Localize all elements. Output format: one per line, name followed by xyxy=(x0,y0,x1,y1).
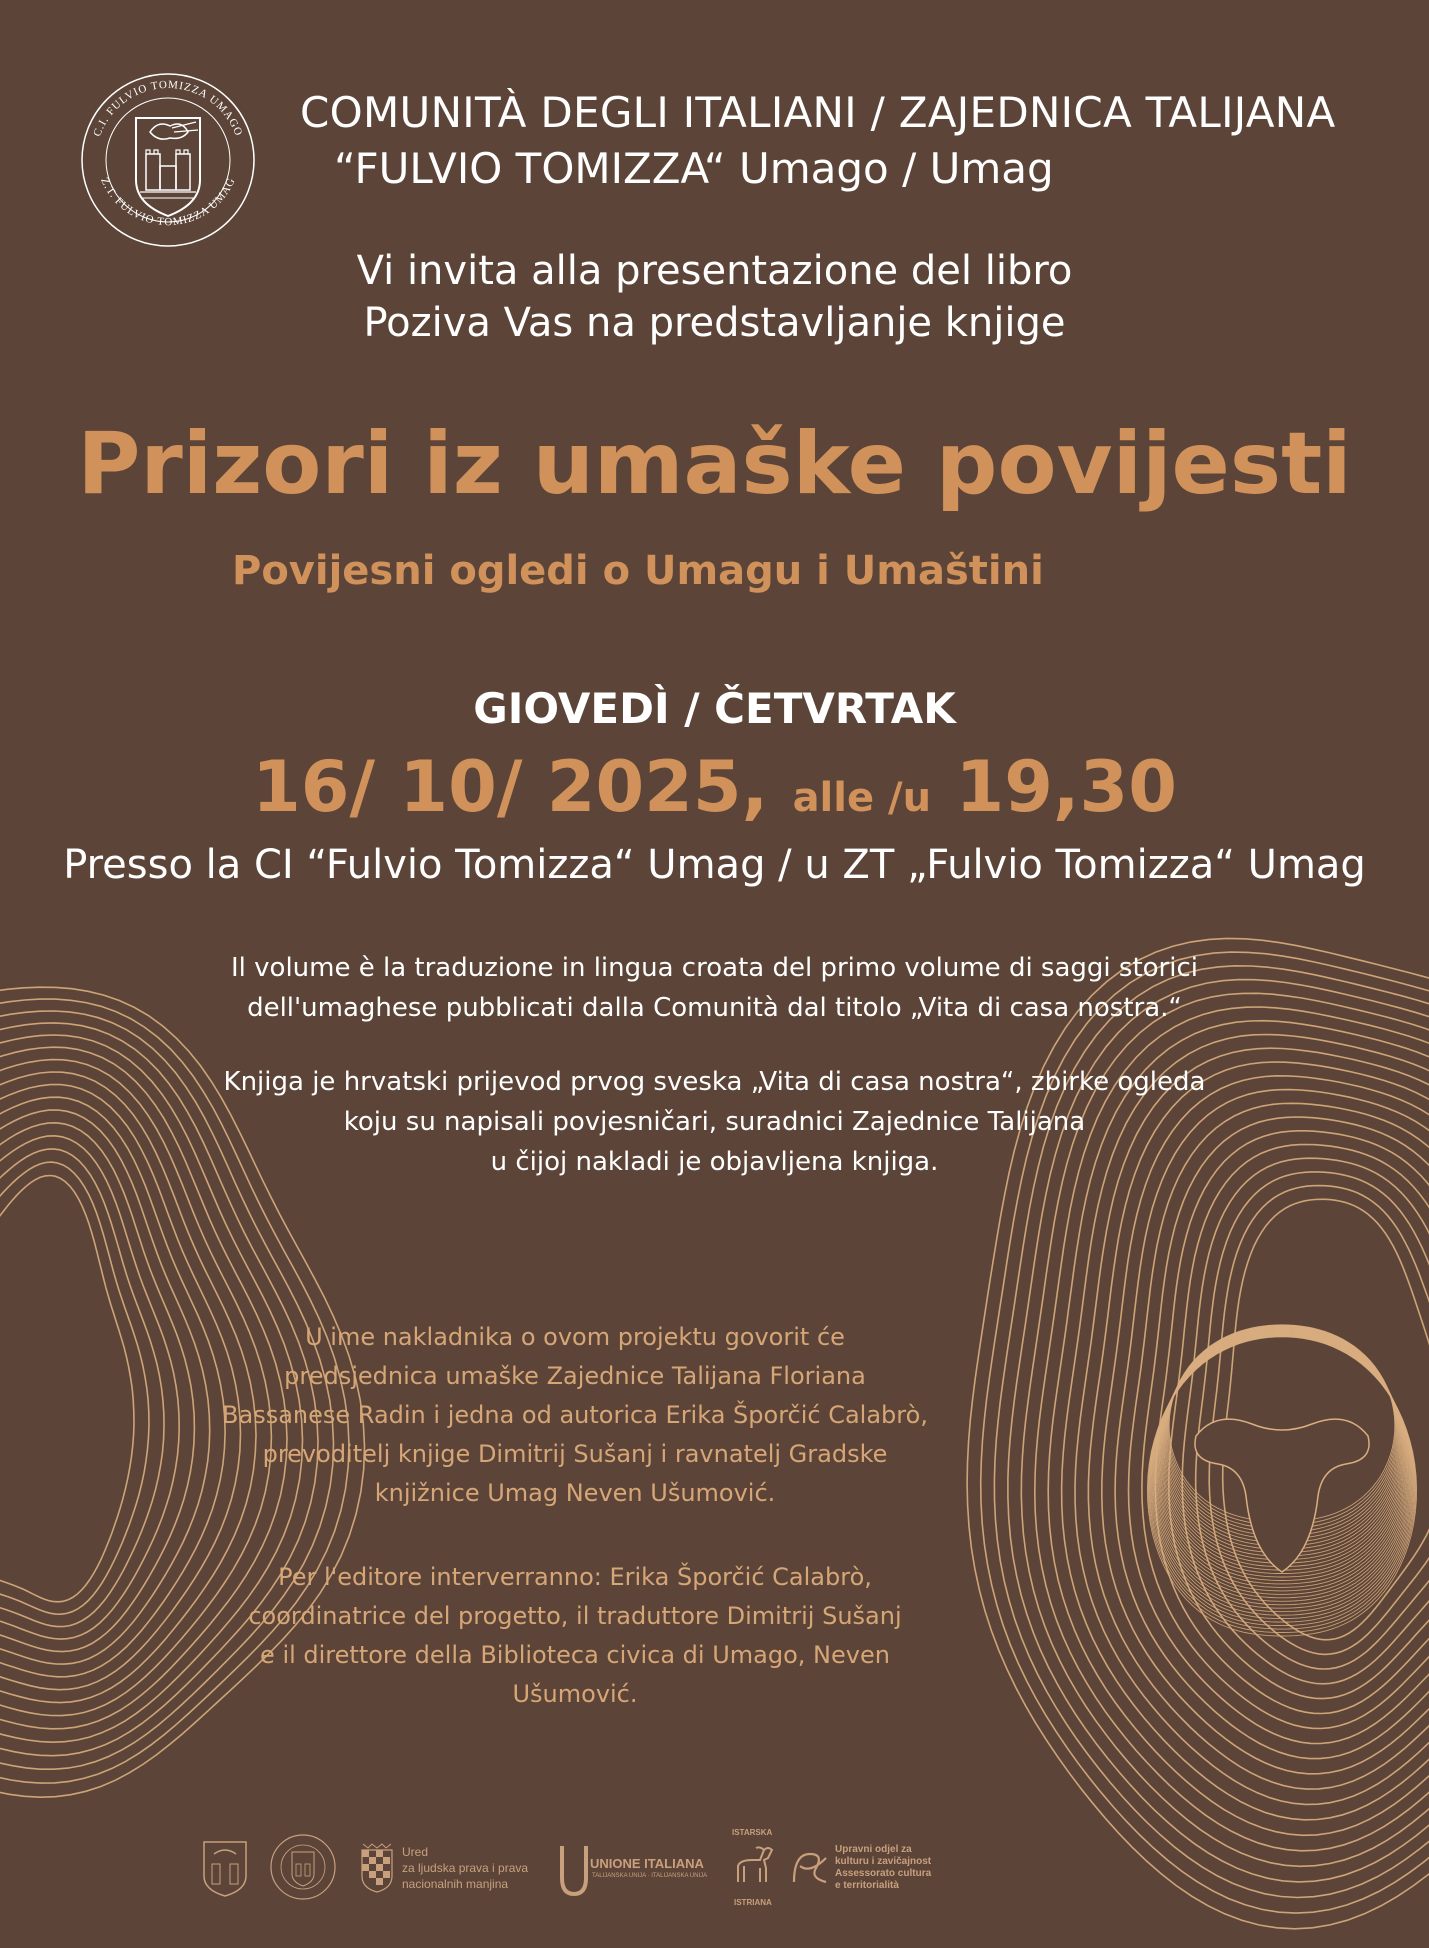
culture-department-label xyxy=(835,1844,931,1892)
organization-name-line1: COMUNITÀ DEGLI ITALIANI / ZAJEDNICA TALIJANA xyxy=(300,88,1336,137)
contour-line xyxy=(0,1162,149,1614)
speakers-line: predsjednica umaške Zajednice Talijana Floriana xyxy=(284,1362,866,1390)
upravni-line: kulturu i zavičajnost xyxy=(835,1856,932,1867)
description-croatian xyxy=(150,1062,1279,1182)
culture-department-icon xyxy=(790,1846,830,1890)
speakers-line: Per l'editore interverranno: Erika Šporčić Calabrò, xyxy=(278,1563,872,1591)
mask-cutout xyxy=(1195,1419,1369,1572)
description-line: u čijoj nakladi je objavljena knjiga. xyxy=(490,1147,939,1177)
unione-italiana-icon xyxy=(556,1842,592,1898)
description-line: Knjiga je hrvatski prijevod prvog sveska „Vita di casa nostra“, zbirke ogleda xyxy=(223,1067,1206,1097)
speakers-line: knjižnice Umag Neven Ušumović. xyxy=(374,1479,776,1507)
croatia-checkerboard-icon xyxy=(360,1842,394,1894)
istria-goat-icon xyxy=(730,1842,776,1896)
ured-label xyxy=(402,1844,528,1892)
book-title: Prizori iz umaške povijesti xyxy=(77,414,1352,514)
ured-line: nacionalnih manjina xyxy=(402,1877,509,1891)
event-time-prefix: alle /u xyxy=(792,775,932,821)
organization-name-line2: “FULVIO TOMIZZA“ Umago / Umag xyxy=(334,144,1054,193)
speakers-croatian xyxy=(220,1318,930,1513)
ured-line: Ured xyxy=(402,1845,429,1859)
contour-line xyxy=(0,1123,194,1652)
upravni-line: Assessorato cultura xyxy=(835,1868,932,1879)
unione-italiana-label: UNIONE ITALIANA xyxy=(590,1856,704,1871)
invitation-italian: Vi invita alla presentazione del libro xyxy=(356,248,1073,294)
sponsor-logos xyxy=(190,1820,1070,1910)
description-line: Il volume è la traduzione in lingua croata del primo volume di saggi storici xyxy=(231,953,1198,983)
contour-line xyxy=(0,1149,164,1627)
invitation-croatian: Poziva Vas na predstavljanje knjige xyxy=(363,300,1066,346)
description-line: dell'umaghese pubblicati dalla Comunità dal titolo „Vita di casa nostra.“ xyxy=(247,993,1182,1023)
event-day: GIOVEDÌ / ČETVRTAK xyxy=(473,684,956,733)
event-date: 16/ 10/ 2025, xyxy=(252,746,769,828)
speakers-line: Ušumović. xyxy=(512,1680,638,1708)
description-italian xyxy=(150,948,1279,1028)
unione-italiana-sublabel: TALIJANSKA UNIJA · ITALIJANSKA UNIJA xyxy=(592,1873,708,1879)
community-seal-logo xyxy=(78,70,258,250)
event-venue: Presso la CI “Fulvio Tomizza“ Umag / u ZT „Fulvio Tomizza“ Umag xyxy=(63,842,1366,888)
upravni-line: Upravni odjel za xyxy=(835,1844,912,1855)
contour-line xyxy=(0,1110,210,1664)
upravni-line: e territorialità xyxy=(835,1880,899,1891)
contour-line xyxy=(1155,1131,1429,1714)
event-time: 19,30 xyxy=(955,746,1177,828)
speakers-italian xyxy=(220,1558,930,1714)
istria-label-top: ISTARSKA xyxy=(732,1828,773,1837)
contour-line xyxy=(1169,1145,1429,1699)
speakers-line: coordinatrice del progetto, il traduttore Dimitrij Sušanj xyxy=(248,1602,902,1630)
speakers-line: Bassanese Radin i jedna od autorica Erika Šporčić Calabrò, xyxy=(222,1401,928,1429)
speakers-line: prevoditelj knjige Dimitrij Sušanj i ravnatelj Gradske xyxy=(262,1440,888,1468)
seal-text-bottom: Z.T. FULVIO TOMIZZA UMAG xyxy=(98,175,238,229)
book-subtitle: Povijesni ogledi o Umagu i Umaštini xyxy=(232,548,1044,594)
svg-text:Z.T. FULVIO TOMIZZA UMAG xyxy=(98,176,238,228)
seal-text-top: C.I. FULVIO TOMIZZA UMAGO xyxy=(91,78,245,139)
speakers-line: U ime nakladnika o ovom projektu govorit će xyxy=(305,1323,845,1351)
event-date-time xyxy=(0,746,1429,828)
contour-line xyxy=(0,1176,134,1602)
istria-label-bottom: ISTRIANA xyxy=(734,1898,772,1907)
contour-line xyxy=(0,1136,179,1639)
community-seal-small-icon xyxy=(268,1832,338,1902)
speakers-line: e il direttore della Biblioteca civica di Umago, Neven xyxy=(260,1641,890,1669)
town-coat-of-arms-icon xyxy=(200,1838,250,1898)
ured-line: za ljudska prava i prava xyxy=(402,1861,529,1875)
description-line: koju su napisali povjesničari, suradnici Zajednice Talijana xyxy=(343,1107,1086,1137)
